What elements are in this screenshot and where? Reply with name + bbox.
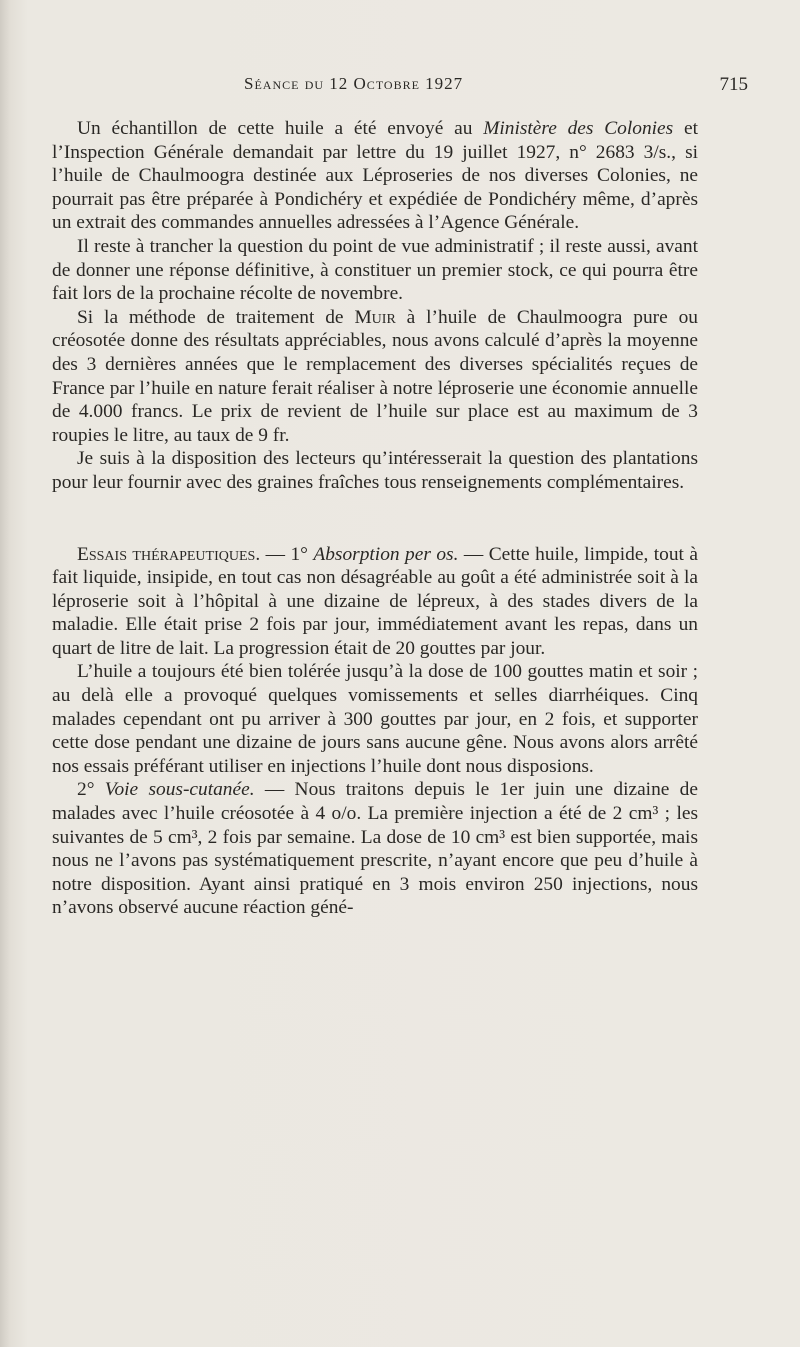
paragraph-administrative: Il reste à trancher la question du point de vue administratif ; il reste aussi, avant de donner une réponse définitive, à constituer un premier stock, ce qui pourra être fait lors de la prochaine récolte de novembre. xyxy=(52,235,698,305)
paragraph-tolerance: L’huile a toujours été bien tolérée jusqu’à la dose de 100 gouttes matin et soir ; au delà elle a provoqué quelques vomissements et selles diarrhéiques. Cinq malades cependant ont pu arriver à 300 gouttes par jour, en 2 fois, et supporter cette dose pendant une dizaine de jours sans aucune gêne. Nous avons alors arrêté nos essais préférant utiliser en injections l’huile dont nous disposions. xyxy=(52,661,698,777)
paragraph-text: — 1° xyxy=(260,543,314,565)
paragraph-subcutaneous xyxy=(52,778,698,920)
paragraph-sample-sent xyxy=(52,117,698,235)
paragraph-text: — Cette huile, limpide, tout à fait liquide, insipide, en tout cas non désagréable au goût a été administrée soit à la léproserie soit à l’hôpital à une dizaine de lépreux, à des stades divers de la maladie. Elle était prise 2 fois par jour, immédiatement avant les repas, dans un quart de litre de lait. La progression était de 20 gouttes par jour. xyxy=(52,543,698,659)
paragraph-text: à l’huile de Chaulmoogra pure ou créosotée donne des résultats appréciables, nous avons calculé d’après la moyenne des 3 dernières années que le remplacement des diverses spécialités reçues de France par l’huile en nature ferait réaliser à notre léproserie une économie annuelle de 4.000 francs. Le prix de revient de l’huile sur place est au maximum de 3 roupies le litre, au taux de 9 fr. xyxy=(52,306,698,446)
paragraph-text: 2° xyxy=(77,779,105,801)
paragraph-muir-method xyxy=(52,306,698,448)
paragraph-text: et l’Inspection Générale demandait par lettre du 19 juillet 1927, n° 2683 3/s., si l’huile de Chaulmoogra destinée aux Léproseries de nos diverses Colonies, ne pourrait pas être préparée à Pondichéry et expédiée de Pondichéry même, d’après un extrait des commandes annuelles adressées à l’Agence Générale. xyxy=(52,118,698,234)
italic-sous-cutanee: Voie sous-cutanée. xyxy=(104,779,255,801)
running-head xyxy=(52,74,752,104)
running-title: Séance du 12 Octobre 1927 xyxy=(244,74,464,93)
paragraph-text: — Nous traitons depuis le 1er juin une dizaine de malades avec l’huile créosotée à 4 o/o. La première injection a été de 2 cm³ ; les suivantes de 5 cm³, 2 fois par semaine. La dose de 10 cm³ est bien supportée, mais nous ne l’avons pas systématiquement prescrite, n’ayant encore que peu d’huile à notre disposition. Ayant ainsi pratiqué en 3 mois environ 250 injections, nous n’avons observé aucune réaction géné- xyxy=(52,779,698,919)
page-number: 715 xyxy=(719,74,748,95)
paragraph-therapeutic-trials xyxy=(52,543,698,661)
section-heading-essais: Essais thérapeutiques. xyxy=(77,543,261,565)
author-name-muir: Muir xyxy=(354,306,396,328)
paragraph-text: Si la méthode de traitement de xyxy=(77,306,355,328)
paragraph-text: Un échantillon de cette huile a été envoyé au xyxy=(77,118,484,139)
paragraph-plantations: Je suis à la disposition des lecteurs qu’intéresserait la question des plantations pour leur fournir avec des graines fraîches tous renseignements complémentaires. xyxy=(52,448,698,493)
italic-per-os: Absorption per os. xyxy=(313,543,459,565)
italic-ministry: Ministère des Colonies xyxy=(483,118,674,139)
page-body xyxy=(52,117,698,920)
